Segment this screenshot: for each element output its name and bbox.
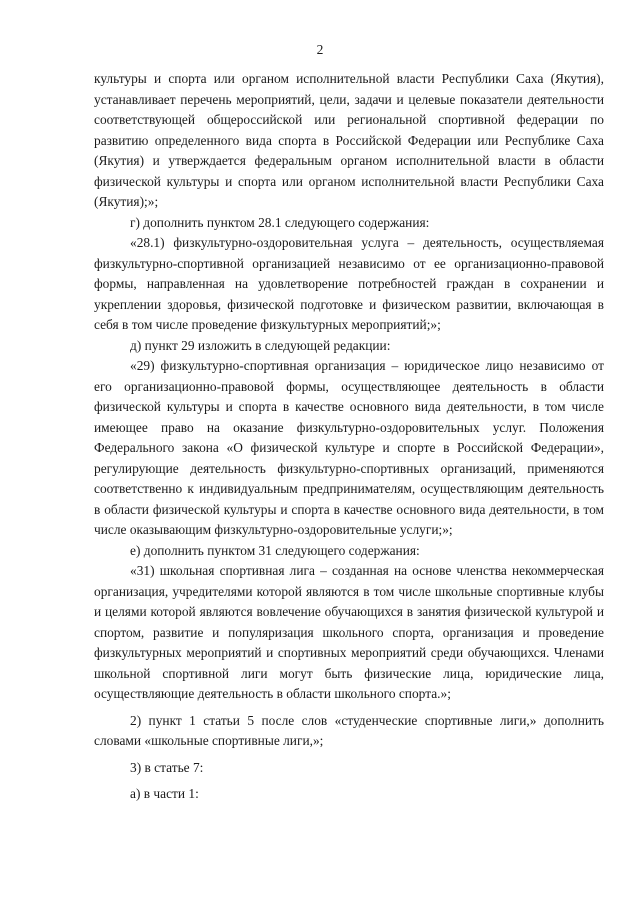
paragraph-item-g: г) дополнить пунктом 28.1 следующего содержания: xyxy=(130,214,430,230)
paragraph-item-e: е) дополнить пунктом 31 следующего содержания: xyxy=(130,542,420,558)
document-body xyxy=(94,69,604,805)
paragraph-definition-29: «29) физкультурно-спортивная организация – юридическое лицо независимо от его организационно-правовой формы, осуществляющее деятельность в области физической культуры и спорта в качестве основного вида деятельности, в том числе имеющее право на оказание физкультурно-оздоровительных услуг. Положения Федерального закона «О физической культуре и спорте в Российской Федерации», регулирующие деятельность физкультурно-спортивных организаций, применяются соответственно к индивидуальным предпринимателям, осуществляющим деятельность в области физической культуры и спорта в качестве основного вида деятельности, в том числе оказывающим физкультурно-оздоровительные услуги;»; xyxy=(94,358,604,537)
paragraph-continuation: культуры и спорта или органом исполнительной власти Республики Саха (Якутия), устанавливает перечень мероприятий, цели, задачи и целевые показатели деятельности соответствующей общероссийской или региональной спортивной федерации по развитию определенного вида спорта в Российской Федерации или Республике Саха (Якутия) и утверждается федеральным органом исполнительной власти в области физической культуры и спорта или органом исполнительной власти Республики Саха (Якутия);»; xyxy=(94,71,604,209)
page-number: 2 xyxy=(316,42,324,57)
paragraph-item-3: 3) в статье 7: xyxy=(130,759,204,775)
paragraph-item-3a: а) в части 1: xyxy=(130,786,199,801)
paragraph-item-d: д) пункт 29 изложить в следующей редакции: xyxy=(130,337,391,353)
paragraph-item-2: 2) пункт 1 статьи 5 после слов «студенческие спортивные лиги,» дополнить словами «школьные спортивные лиги,»; xyxy=(94,712,604,748)
paragraph-definition-31: «31) школьная спортивная лига – созданная на основе членства некоммерческая организация, учредителями которой являются в том числе школьные спортивные клубы и целями которой являются вовлечение обучающихся в занятия физической культурой и спортом, развитие и популяризация школьного спорта, организация и проведение физкультурных мероприятий и спортивных мероприятий среди обучающихся. Членами школьной спортивной лиги могут быть физические лица, юридические лица, осуществляющие деятельность в области школьного спорта.»; xyxy=(94,563,604,701)
paragraph-definition-28-1: «28.1) физкультурно-оздоровительная услуга – деятельность, осуществляемая физкультурно-спортивной организацией независимо от ее организационно-правовой формы, направленная на удовлетворение потребностей граждан в сохранении и укреплении здоровья, физической подготовке и физическом развитии, включающая в себя в том числе проведение физкультурных мероприятий;»; xyxy=(94,235,604,332)
